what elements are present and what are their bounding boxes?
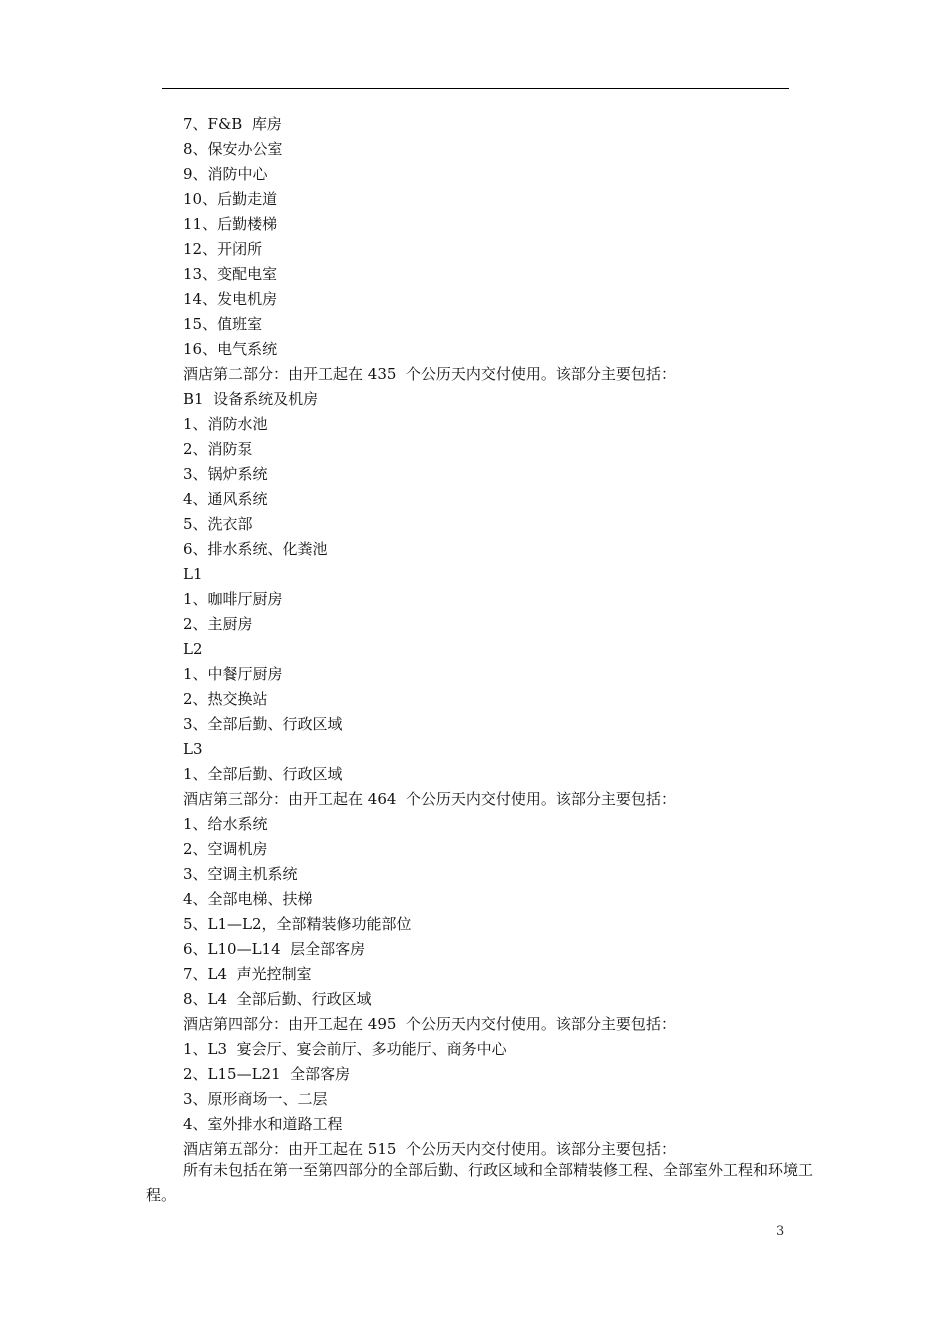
floor-heading: B1 设备系统及机房 (183, 390, 319, 408)
list-item: 1、全部后勤、行政区域 (183, 765, 343, 783)
list-item: 8、保安办公室 (183, 140, 283, 158)
section-heading: 酒店第三部分：由开工起在 464 个公历天内交付使用。该部分主要包括： (183, 790, 676, 808)
list-item: 13、变配电室 (183, 265, 278, 283)
list-item: 3、空调主机系统 (183, 865, 298, 883)
final-paragraph: 所有未包括在第一至第四部分的全部后勤、行政区域和全部精装修工程、全部室外工程和环境工程。 (146, 1161, 814, 1204)
page-number: 3 (776, 1224, 785, 1239)
list-item: 3、全部后勤、行政区域 (183, 715, 343, 733)
list-item: 14、发电机房 (183, 290, 278, 308)
list-item: 7、F&B 库房 (183, 115, 282, 133)
list-item: 2、热交换站 (183, 690, 268, 708)
floor-heading: L2 (183, 640, 203, 658)
list-item: 2、消防泵 (183, 440, 253, 458)
list-item: 1、中餐厅厨房 (183, 665, 283, 683)
list-item: 4、通风系统 (183, 490, 268, 508)
list-item: 16、电气系统 (183, 340, 278, 358)
list-item: 5、洗衣部 (183, 515, 253, 533)
list-item: 1、给水系统 (183, 815, 268, 833)
list-item: 5、L1—L2，全部精装修功能部位 (183, 915, 412, 933)
list-item: 12、开闭所 (183, 240, 263, 258)
list-item: 7、L4 声光控制室 (183, 965, 312, 983)
list-item: 9、消防中心 (183, 165, 268, 183)
list-item: 8、L4 全部后勤、行政区域 (183, 990, 372, 1008)
list-item: 3、原形商场一、二层 (183, 1090, 328, 1108)
section-heading: 酒店第五部分：由开工起在 515 个公历天内交付使用。该部分主要包括： (183, 1140, 676, 1158)
section-heading: 酒店第二部分：由开工起在 435 个公历天内交付使用。该部分主要包括： (183, 365, 676, 383)
list-item: 10、后勤走道 (183, 190, 278, 208)
list-item: 6、L10—L14 层全部客房 (183, 940, 366, 958)
list-item: 4、室外排水和道路工程 (183, 1115, 343, 1133)
list-item: 3、锅炉系统 (183, 465, 268, 483)
list-item: 1、L3 宴会厅、宴会前厅、多功能厅、商务中心 (183, 1040, 507, 1058)
list-item: 2、空调机房 (183, 840, 268, 858)
list-item: 15、值班室 (183, 315, 263, 333)
list-item: 4、全部电梯、扶梯 (183, 890, 313, 908)
header-rule (162, 88, 789, 89)
list-item: 1、咖啡厅厨房 (183, 590, 283, 608)
section-heading: 酒店第四部分：由开工起在 495 个公历天内交付使用。该部分主要包括： (183, 1015, 676, 1033)
floor-heading: L3 (183, 740, 203, 758)
list-item: 6、排水系统、化粪池 (183, 540, 328, 558)
list-item: 2、L15—L21 全部客房 (183, 1065, 351, 1083)
list-item: 11、后勤楼梯 (183, 215, 278, 233)
floor-heading: L1 (183, 565, 203, 583)
list-item: 1、消防水池 (183, 415, 268, 433)
list-item: 2、主厨房 (183, 615, 253, 633)
document-body (183, 112, 823, 1162)
